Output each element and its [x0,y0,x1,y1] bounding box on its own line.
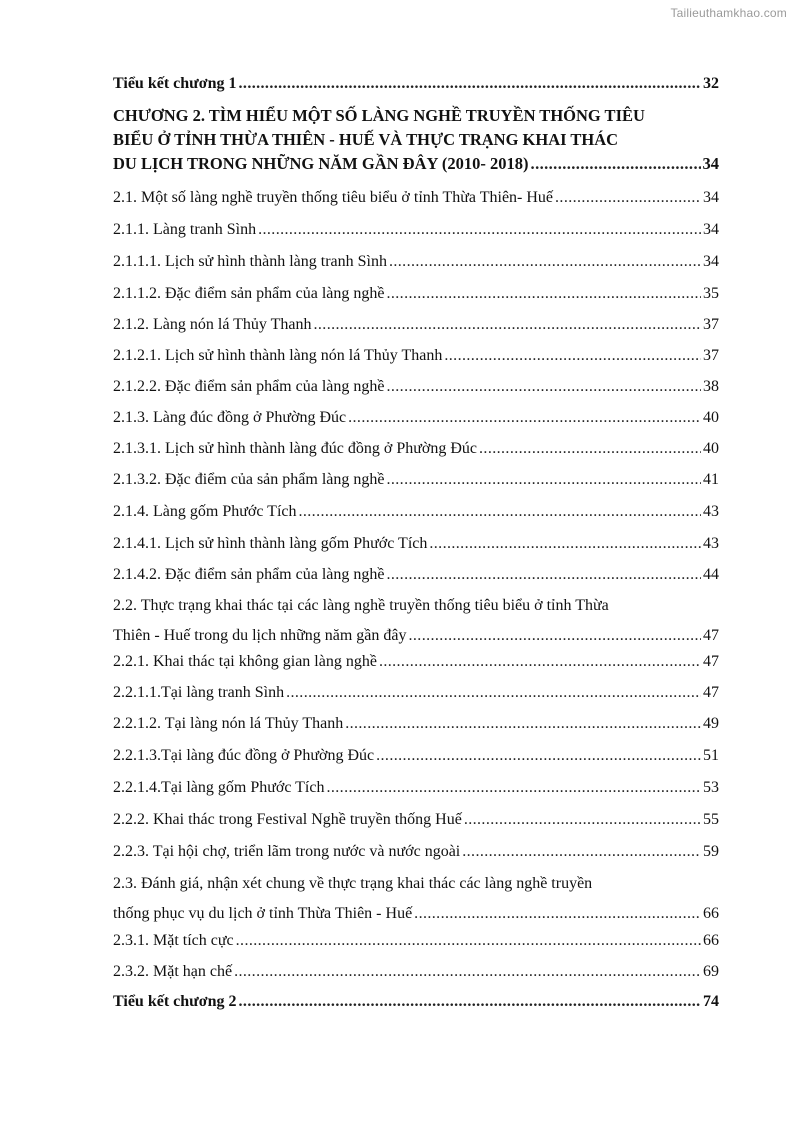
dot-leader [326,776,701,800]
toc-entry-title: 2.1.1.1. Lịch sử hình thành làng tranh Sình [113,253,387,270]
dot-leader [345,712,701,736]
toc-entry-title: 2.2.2. Khai thác trong Festival Nghề truyền thống Huế [113,811,462,828]
toc-entry-title: 2.2.1. Khai thác tại không gian làng nghề [113,653,377,670]
toc-entry[interactable] [113,650,719,674]
dot-leader [386,375,701,399]
toc-entry[interactable] [113,104,719,176]
toc-entry[interactable] [113,186,719,210]
toc-entry-page-number: 40 [703,409,719,426]
toc-entry-line: CHƯƠNG 2. TÌM HIỂU MỘT SỐ LÀNG NGHỀ TRUYỀN THỐNG TIÊU [113,106,645,125]
toc-entry-title: 2.1.3.2. Đặc điểm của sản phẩm làng nghề [113,471,385,488]
toc-entry-title: 2.2.1.2. Tại làng nón lá Thủy Thanh [113,715,344,732]
toc-entry[interactable] [113,712,719,736]
toc-entry-title: 2.2.3. Tại hội chợ, triển lãm trong nước và nước ngoài [113,843,461,860]
watermark: Tailieuthamkhao.com [670,6,787,20]
toc-entry-title: 2.1.4.2. Đặc điểm sản phẩm của làng nghề [113,566,385,583]
dot-leader [555,186,701,210]
toc-entry[interactable] [113,250,719,274]
toc-entry-title: 2.2.1.1.Tại làng tranh Sình [113,684,285,701]
dot-leader [234,960,701,984]
dot-leader [376,744,701,768]
toc-entry-page-number: 66 [703,905,719,922]
toc-entry-title: DU LỊCH TRONG NHỮNG NĂM GẦN ĐÂY (2010- 2018) [113,154,529,173]
toc-entry[interactable] [113,960,719,984]
toc-entry[interactable] [113,594,719,648]
toc-entry-page-number: 41 [703,471,719,488]
toc-entry-title: 2.1.1. Làng tranh Sình [113,221,257,238]
toc-entry[interactable] [113,468,719,492]
toc-entry[interactable] [113,563,719,587]
dot-leader [429,532,701,556]
toc-entry-page-number: 37 [703,347,719,364]
dot-leader [239,72,701,96]
toc-entry-title: 2.1.2. Làng nón lá Thủy Thanh [113,316,312,333]
toc-entry-page-number: 47 [703,653,719,670]
dot-leader [314,313,702,337]
toc-entry-page-number: 34 [703,221,719,238]
toc-entry-title: 2.2.1.3.Tại làng đúc đồng ở Phường Đúc [113,747,375,764]
toc-entry-page-number: 74 [703,993,719,1010]
dot-leader [348,406,701,430]
dot-leader [409,624,702,648]
toc-entry-line: 2.3. Đánh giá, nhận xét chung về thực trạng khai thác các làng nghề truyền [113,875,593,892]
toc-entry-line: 2.2. Thực trạng khai thác tại các làng nghề truyền thống tiêu biểu ở tỉnh Thừa [113,597,609,614]
dot-leader [389,250,701,274]
toc-entry-page-number: 53 [703,779,719,796]
dot-leader [298,500,701,524]
toc-entry[interactable] [113,313,719,337]
dot-leader [239,990,701,1014]
toc-entry-page-number: 59 [703,843,719,860]
toc-entry[interactable] [113,744,719,768]
toc-entry[interactable] [113,840,719,864]
toc-entry-page-number: 43 [703,535,719,552]
toc-entry-page-number: 34 [703,253,719,270]
toc-entry-title: 2.1.3.1. Lịch sử hình thành làng đúc đồng ở Phường Đúc [113,440,478,457]
dot-leader [414,902,701,926]
dot-leader [479,437,701,461]
toc-entry-title: 2.1.4.1. Lịch sử hình thành làng gốm Phước Tích [113,535,428,552]
toc-entry-line: BIỂU Ở TỈNH THỪA THIÊN - HUẾ VÀ THỰC TRẠNG KHAI THÁC [113,130,619,149]
toc-entry[interactable] [113,990,719,1014]
toc-entry-page-number: 66 [703,932,719,949]
toc-entry-page-number: 55 [703,811,719,828]
toc-entry-page-number: 47 [703,684,719,701]
toc-entry-page-number: 49 [703,715,719,732]
toc-entry-page-number: 51 [703,747,719,764]
toc-entry-title: Tiểu kết chương 1 [113,75,237,92]
toc-entry-title: 2.1.3. Làng đúc đồng ở Phường Đúc [113,409,347,426]
toc-entry[interactable] [113,437,719,461]
toc-entry-page-number: 37 [703,316,719,333]
dot-leader [386,563,701,587]
dot-leader [258,218,701,242]
toc-entry-title: Thiên - Huế trong du lịch những năm gần đây [113,627,407,644]
dot-leader [379,650,701,674]
toc-entry-page-number: 69 [703,963,719,980]
toc-entry[interactable] [113,282,719,306]
toc-entry[interactable] [113,929,719,953]
toc-entry-title: 2.2.1.4.Tại làng gốm Phước Tích [113,779,325,796]
toc-entry-page-number: 34 [703,189,719,206]
toc-entry-title: 2.1.2.2. Đặc điểm sản phẩm của làng nghề [113,378,385,395]
toc-entry[interactable] [113,500,719,524]
dot-leader [444,344,701,368]
toc-entry-page-number: 44 [703,566,719,583]
dot-leader [386,468,701,492]
toc-entry[interactable] [113,72,719,96]
dot-leader [386,282,701,306]
toc-entry[interactable] [113,406,719,430]
toc-entry[interactable] [113,872,719,926]
toc-entry-title: Tiểu kết chương 2 [113,993,237,1010]
toc-entry[interactable] [113,375,719,399]
toc-entry[interactable] [113,532,719,556]
toc-entry-page-number: 40 [703,440,719,457]
toc-entry-page-number: 47 [703,627,719,644]
dot-leader [462,840,701,864]
toc-entry-title: 2.1. Một số làng nghề truyền thống tiêu biểu ở tỉnh Thừa Thiên- Huế [113,189,554,206]
toc-entry-title: 2.1.2.1. Lịch sử hình thành làng nón lá Thủy Thanh [113,347,443,364]
dot-leader [286,681,701,705]
toc-entry-page-number: 43 [703,503,719,520]
toc-entry-page-number: 35 [703,285,719,302]
toc-entry-page-number: 38 [703,378,719,395]
toc-entry-title: 2.3.2. Mặt hạn chế [113,963,233,980]
toc-entry[interactable] [113,776,719,800]
dot-leader [531,152,701,176]
toc-entry[interactable] [113,808,719,832]
toc-entry-title: 2.3.1. Mặt tích cực [113,932,234,949]
dot-leader [236,929,701,953]
toc-entry-page-number: 34 [702,154,719,173]
toc-entry-title: thống phục vụ du lịch ở tỉnh Thừa Thiên - Huế [113,905,413,922]
toc-entry-title: 2.1.4. Làng gốm Phước Tích [113,503,297,520]
toc-entry-title: 2.1.1.2. Đặc điểm sản phẩm của làng nghề [113,285,385,302]
dot-leader [464,808,701,832]
toc-entry-page-number: 32 [703,75,719,92]
toc-entry[interactable] [113,681,719,705]
toc-entry[interactable] [113,218,719,242]
toc-entry[interactable] [113,344,719,368]
